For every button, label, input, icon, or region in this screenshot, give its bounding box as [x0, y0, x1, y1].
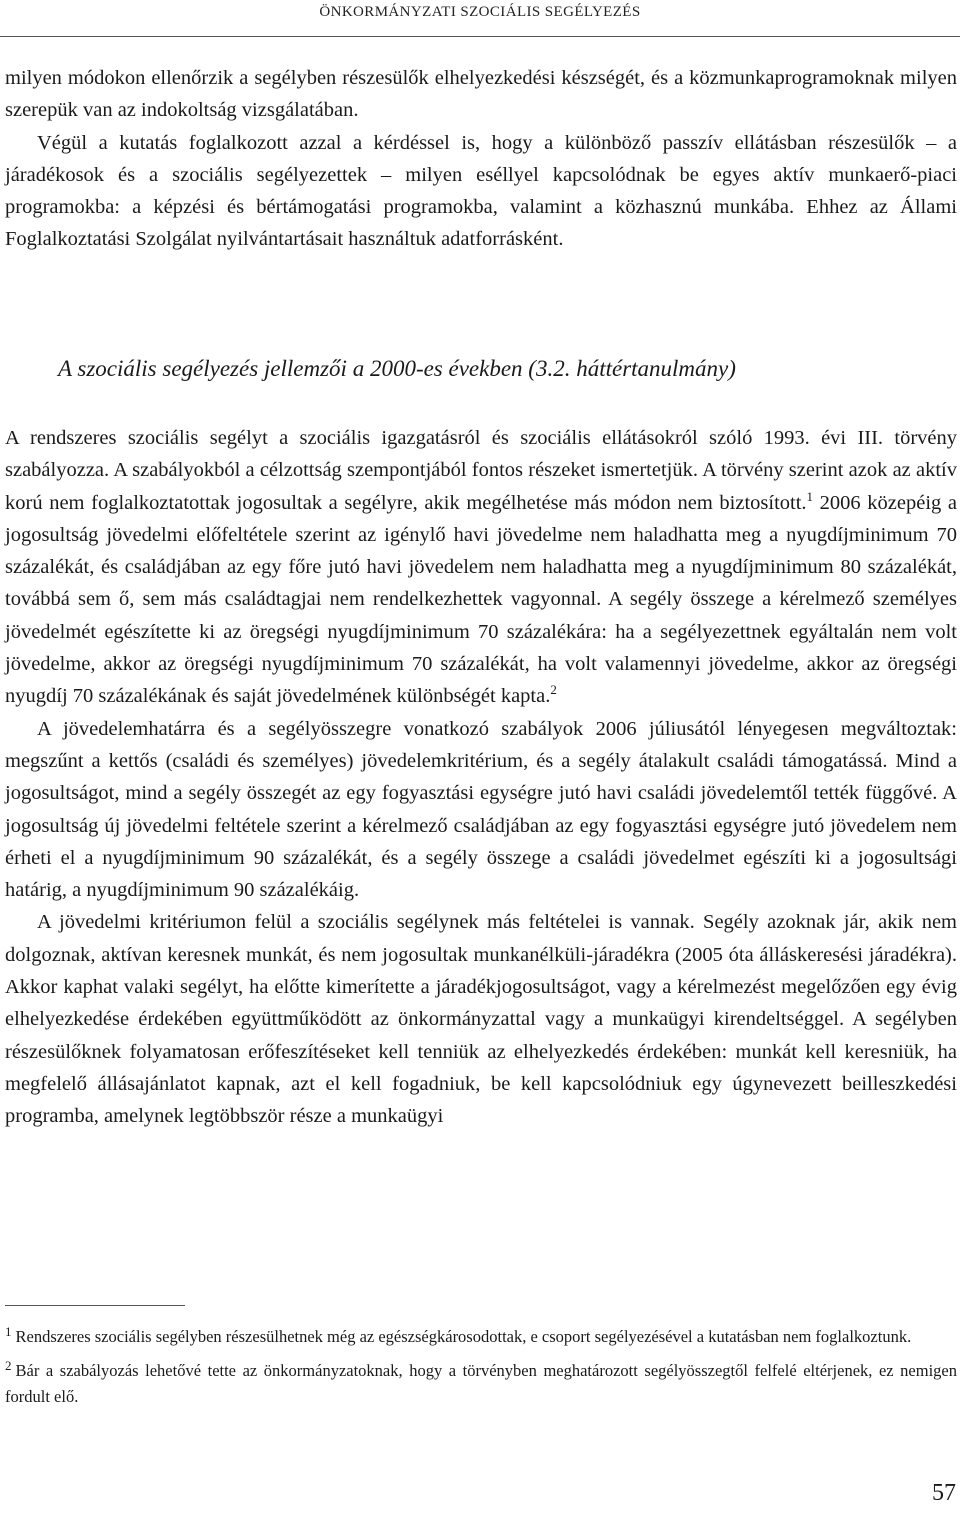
footnote-ref-2[interactable]: 2 [550, 682, 557, 698]
footnote-1 [5, 1324, 957, 1350]
footnote-ref-1[interactable]: 1 [806, 488, 814, 504]
section-paragraph-3: A jövedelmi kritériumon felül a szociális segélynek más feltételei is vannak. Segély azoknak jár, akik nem dolgoznak, aktívan keresnek munkát, és nem jogosultak munkanélküli-járadékra (2005 óta álláskeresési járadékra). Akkor kaphat valaki segélyt, ha előtte kimerítette a járadékjogosultságot, vagy a kérelmezést megelőzően egy évig elhelyezkedése érdekében együttműködött az önkormányzattal vagy a munkaügyi kirendeltséggel. A segélyben részesülőknek folyamatosan erőfeszítéseket kell tenniük az elhelyezkedés érdekében: munkát kell keresniük, ha megfelelő állásajánlatot kapnak, azt el kell fogadniuk, be kell kapcsolódniuk egy úgynevezett beilleszkedési programba, amelynek legtöbbször része a munkaügyi [5, 911, 957, 1128]
header-rule [0, 36, 960, 37]
intro-text [5, 62, 957, 256]
footnote-1-number: 1 [5, 1323, 12, 1339]
footnote-2 [5, 1358, 957, 1410]
section-paragraph-1-part-a: A rendszeres szociális segélyt a szociális igazgatásról és szociális ellátásokról szóló 1993. évi III. törvény szabályozza. A szabályokból a célzottság szempontjából fontos részeket ismertetjük. A törvény szerint azok az aktív korú nem foglalkoztatottak jogosultak a segélyre, akik megélhetése más módon nem biztosított. [5, 427, 957, 514]
page-number: 57 [932, 1480, 956, 1506]
section-body [5, 422, 957, 1133]
footnotes [5, 1324, 957, 1418]
running-header: ÖNKORMÁNYZATI SZOCIÁLIS SEGÉLYEZÉS [319, 4, 641, 20]
section-paragraph-1 [5, 422, 957, 713]
intro-paragraph-2: Végül a kutatás foglalkozott azzal a kérdéssel is, hogy a különböző passzív ellátásban részesülők – a járadékosok és a szociális segélyezettek – milyen eséllyel kapcsolódnak be egyes aktív munkaerő-piaci programokba: a képzési és bértámogatási programokba, valamint a közhasznú munkába. Ehhez az Állami Foglalkoztatási Szolgálat nyilvántartásait használtuk adatforrásként. [5, 131, 957, 251]
intro-paragraph-1: milyen módokon ellenőrzik a segélyben részesülők elhelyezkedési készségét, és a közmunkaprogramoknak milyen szerepük van az indokoltság vizsgálatában. [5, 67, 957, 122]
section-paragraph-1-part-b: 2006 közepéig a jogosultság jövedelmi előfeltétele szerint az igénylő havi jövedelme nem haladhatta meg a nyugdíjminimum 70 százalékát, és családjában az egy főre jutó havi jövedelem nem haladhatta meg a nyugdíjminimum 80 százalékát, továbbá sem ő, sem más családtagjai nem rendelkezhettek vagyonnal. A segély összege a kérelmező személyes jövedelmét egészítette ki az öregségi nyugdíjminimum 70 százalékára: ha a segélyezettnek egyáltalán nem volt jövedelme, akkor az öregségi nyugdíjminimum 70 százalékát, ha volt valamennyi jövedelme, akkor az öregségi nyugdíj 70 százalékának és saját jövedelmének különbségét kapta. [5, 491, 957, 708]
footnote-2-text: Bár a szabályozás lehetővé tette az önkormányzatoknak, hogy a törvényben meghatározott segélyösszegtől felfelé eltérjenek, ez nemigen fordult elő. [5, 1361, 957, 1406]
section-paragraph-2: A jövedelemhatárra és a segélyösszegre vonatkozó szabályok 2006 júliusától lényegesen megváltoztak: megszűnt a kettős (családi és személyes) jövedelemkritérium, és a segély átalakult családi támogatássá. Mind a jogosultságot, mind a segély összegét az egy fogyasztási egységre jutó havi családi jövedelemtől tették függővé. A jogosultság új jövedelmi feltétele szerint a kérelmező családjában az egy fogyasztási egységre jutó jövedelem nem érheti el a nyugdíjminimum 90 százalékát, és a segély összege a családi jövedelmet egészíti ki a jogosultsági határig, a nyugdíjminimum 90 százalékáig. [5, 717, 957, 902]
footnote-1-text: Rendszeres szociális segélyben részesülhetnek még az egészségkárosodottak, e csoport segélyezésével a kutatásban nem foglalkoztunk. [15, 1327, 912, 1346]
footnote-2-number: 2 [5, 1357, 12, 1373]
section-heading: A szociális segélyezés jellemzői a 2000-es években (3.2. háttértanulmány) [58, 356, 736, 381]
footnote-rule [5, 1305, 185, 1306]
